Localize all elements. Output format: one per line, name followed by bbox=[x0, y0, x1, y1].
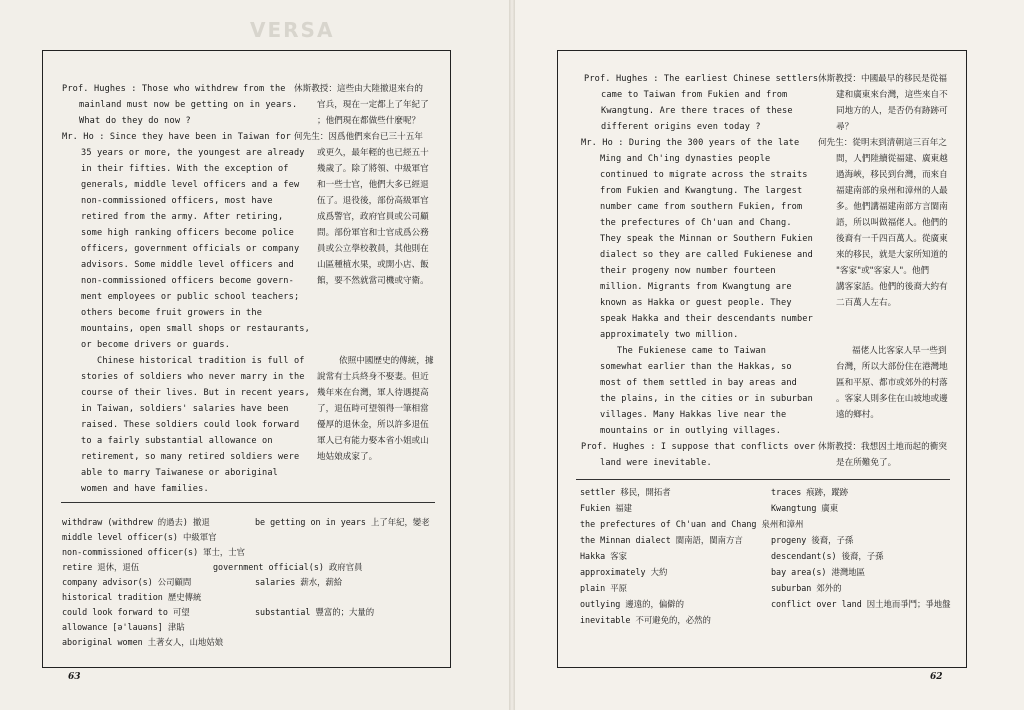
text-line: 依照中國歷史的傳統，據 bbox=[339, 356, 434, 366]
glossary-entry: middle level officer(s) 中級軍官 bbox=[62, 532, 217, 542]
text-line: speak Hakka and their descendants number bbox=[600, 314, 813, 324]
glossary-entry: government official(s) 政府官員 bbox=[213, 562, 363, 572]
glossary-entry: Fukien 福建 bbox=[580, 503, 633, 513]
text-line: The Fukienese came to Taiwan bbox=[617, 346, 767, 356]
text-line: raised. These soldiers could look forward bbox=[81, 420, 300, 430]
glossary-entry: the prefectures of Ch'uan and Chang 泉州和漳州 bbox=[580, 519, 804, 529]
book-gutter bbox=[509, 0, 515, 710]
text-line: Prof. Hughes : The earliest Chinese settlers bbox=[584, 74, 819, 84]
text-line: 間，人們陸續從福建、廣東越 bbox=[836, 154, 948, 164]
text-line: 幾年來在台灣，軍人待遇提高 bbox=[317, 388, 429, 398]
glossary-entry: traces 痕跡，蹤跡 bbox=[771, 487, 849, 497]
text-line: 休斯教授：這些由大陸撤退來台的 bbox=[294, 84, 423, 94]
text-line: others become fruit growers in the bbox=[81, 308, 263, 318]
glossary-entry: historical tradition 歷史傳統 bbox=[62, 592, 202, 602]
text-line: stories of soldiers who never marry in the bbox=[81, 372, 305, 382]
text-line: 說常有士兵終身不娶妻。但近 bbox=[317, 372, 429, 382]
text-line: 員或公立學校教員，其他則在 bbox=[317, 244, 429, 254]
text-line: different origins even today ? bbox=[601, 122, 761, 132]
text-line: 後裔有一千四百萬人。從廣東 bbox=[836, 234, 948, 244]
text-line: mountains, open small shops or restaurants, bbox=[81, 324, 310, 334]
text-line: 同地方的人，是否仍有跡跡可 bbox=[836, 106, 948, 116]
glossary-entry: substantial 豐富的；大量的 bbox=[255, 607, 375, 617]
text-line: 二百萬人左右。 bbox=[836, 298, 897, 308]
glossary-entry: be getting on in years 上了年紀，變老 bbox=[255, 517, 430, 527]
glossary-entry: descendant(s) 後裔，子孫 bbox=[771, 551, 884, 561]
glossary-entry: inevitable 不可避免的，必然的 bbox=[580, 615, 711, 625]
text-line: 多。他們講福建南部方言閩南 bbox=[836, 202, 948, 212]
page-number-right: 62 bbox=[930, 672, 943, 682]
text-line: the plains, in the cities or in suburban bbox=[600, 394, 813, 404]
text-line: 休斯教授：中國最早的移民是從福 bbox=[818, 74, 947, 84]
text-line: 和一些士官，他們大多已經退 bbox=[317, 180, 429, 190]
text-line: in their fifties. With the exception of bbox=[81, 164, 289, 174]
text-line: Kwangtung. Are there traces of these bbox=[601, 106, 793, 116]
text-line: 優厚的退休金，所以許多退伍 bbox=[317, 420, 429, 430]
text-line: Ming and Ch'ing dynasties people bbox=[600, 154, 771, 164]
text-line: 遠的鄉村。 bbox=[836, 410, 879, 420]
text-line: 官兵，現在一定都上了年紀了 bbox=[317, 100, 429, 110]
text-line: 問。部份軍官和士官成爲公務 bbox=[317, 228, 429, 238]
text-line: 休斯教授：我想因土地而起的衝突 bbox=[818, 442, 947, 452]
glossary-entry: plain 平原 bbox=[580, 583, 628, 593]
text-line: 山區種植水果，或開小店、飯 bbox=[317, 260, 429, 270]
text-line: generals, middle level officers and a few bbox=[81, 180, 300, 190]
text-line: non-commissioned officers, most have bbox=[81, 196, 273, 206]
text-line: approximately two million. bbox=[600, 330, 739, 340]
text-line: advisors. Some middle level officers and bbox=[81, 260, 294, 270]
text-line: land were inevitable. bbox=[600, 458, 712, 468]
text-line: 地姑娘成家了。 bbox=[317, 452, 378, 462]
text-line: 或更久，最年輕的也已經五十 bbox=[317, 148, 429, 158]
text-line: able to marry Taiwanese or aboriginal bbox=[81, 468, 278, 478]
text-line: 何先生：因爲他們來台已三十五年 bbox=[294, 132, 423, 142]
text-line: non-commissioned officers become govern- bbox=[81, 276, 294, 286]
glossary-entry: aboriginal women 土著女人，山地姑娘 bbox=[62, 637, 224, 647]
text-line: some high ranking officers become police bbox=[81, 228, 294, 238]
right-page-frame bbox=[557, 50, 967, 668]
text-line: retirement, so many retired soldiers were bbox=[81, 452, 300, 462]
text-line: the prefectures of Ch'uan and Chang. bbox=[600, 218, 792, 228]
glossary-entry: conflict over land 因土地而爭鬥；爭地盤 bbox=[771, 599, 951, 609]
text-line: Chinese historical tradition is full of bbox=[97, 356, 305, 366]
glossary-entry: non-commissioned officer(s) 軍士，士官 bbox=[62, 547, 246, 557]
text-line: most of them settled in bay areas and bbox=[600, 378, 797, 388]
text-line: 幾歲了。除了將領、中級軍官 bbox=[317, 164, 429, 174]
left-page-frame bbox=[42, 50, 451, 668]
glossary-entry: progeny 後裔，子孫 bbox=[771, 535, 854, 545]
text-line: women and have families. bbox=[81, 484, 209, 494]
text-line: 伍了。退役後，部份高級軍官 bbox=[317, 196, 429, 206]
text-line: ；他們現在都做些什麼呢？ bbox=[317, 116, 421, 126]
text-line: Prof. Hughes : Those who withdrew from the bbox=[62, 84, 286, 94]
text-line: 福建南部的泉州和漳州的人最 bbox=[836, 186, 948, 196]
glossary-entry: retire 退休，退伍 bbox=[62, 562, 140, 572]
text-line: 何先生：從明末到清朝這三百年之 bbox=[818, 138, 947, 148]
text-line: Mr. Ho : Since they have been in Taiwan for bbox=[62, 132, 291, 142]
glossary-entry: Kwangtung 廣東 bbox=[771, 503, 839, 513]
text-line: somewhat earlier than the Hakkas, so bbox=[600, 362, 792, 372]
text-line: 講客家話。他們的後裔大約有 bbox=[836, 282, 948, 292]
text-line: 來的移民，就是大家所知道的 bbox=[836, 250, 948, 260]
show-through-watermark: VERSA bbox=[250, 18, 335, 42]
text-line: 福佬人比客家人早一些到 bbox=[852, 346, 947, 356]
glossary-entry: company advisor(s) 公司顧問 bbox=[62, 577, 192, 587]
text-line: 是在所難免了。 bbox=[836, 458, 897, 468]
text-line: number came from southern Fukien, from bbox=[600, 202, 803, 212]
text-line: million. Migrants from Kwangtung are bbox=[600, 282, 792, 292]
text-line: Prof. Hughes : I suppose that conflicts over bbox=[581, 442, 816, 452]
text-line: or become drivers or guards. bbox=[81, 340, 231, 350]
glossary-entry: the Minnan dialect 閩南語，閩南方言 bbox=[580, 535, 743, 545]
text-line: 35 years or more, the youngest are already bbox=[81, 148, 305, 158]
text-line: 了，退伍時可望領得一筆相當 bbox=[317, 404, 429, 414]
text-line: retired from the army. After retiring, bbox=[81, 212, 284, 222]
text-line: 台灣，所以大部份住在港灣地 bbox=[836, 362, 948, 372]
glossary-entry: approximately 大約 bbox=[580, 567, 668, 577]
glossary-entry: settler 移民，開拓者 bbox=[580, 487, 671, 497]
text-line: 區和平原、都市或郊外的村落 bbox=[836, 378, 948, 388]
text-line: "客家"或"客家人"。他們 bbox=[836, 266, 930, 276]
text-line: mainland must now be getting on in years. bbox=[79, 100, 298, 110]
text-line: came to Taiwan from Fukien and from bbox=[601, 90, 788, 100]
glossary-divider bbox=[61, 502, 435, 503]
text-line: 語，所以叫做福佬人。他們的 bbox=[836, 218, 948, 228]
text-line: 過海峽，移民到台灣，而來自 bbox=[836, 170, 948, 180]
text-line: 成爲警官，政府官員或公司顧 bbox=[317, 212, 429, 222]
text-line: villages. Many Hakkas live near the bbox=[600, 410, 787, 420]
text-line: 。客家人則多住在山坡地或邊 bbox=[836, 394, 948, 404]
text-line: course of their lives. But in recent years, bbox=[81, 388, 310, 398]
text-line: continued to migrate across the straits bbox=[600, 170, 808, 180]
text-line: 館，要不然就當司機或守衛。 bbox=[317, 276, 429, 286]
glossary-entry: salaries 薪水，薪給 bbox=[255, 577, 343, 587]
glossary-entry: bay area(s) 港灣地區 bbox=[771, 567, 866, 577]
text-line: What do they do now ? bbox=[79, 116, 191, 126]
glossary-entry: Hakka 客家 bbox=[580, 551, 628, 561]
text-line: officers, government officials or company bbox=[81, 244, 300, 254]
text-line: 尋？ bbox=[836, 122, 854, 132]
glossary-entry: allowance [ə'lauəns] 津貼 bbox=[62, 622, 185, 632]
glossary-entry: could look forward to 可望 bbox=[62, 607, 190, 617]
page-number-left: 63 bbox=[68, 672, 81, 682]
text-line: from Fukien and Kwangtung. The largest bbox=[600, 186, 803, 196]
text-line: to a fairly substantial allowance on bbox=[81, 436, 273, 446]
text-line: ment employees or public school teachers; bbox=[81, 292, 300, 302]
glossary-entry: withdraw (withdrew 的過去) 撤退 bbox=[62, 517, 210, 527]
text-line: in Taiwan, soldiers' salaries have been bbox=[81, 404, 289, 414]
glossary-divider bbox=[576, 479, 950, 480]
text-line: 建和廣東來台灣，這些來自不 bbox=[836, 90, 948, 100]
text-line: mountains or in outlying villages. bbox=[600, 426, 782, 436]
glossary-entry: outlying 邊遠的，偏僻的 bbox=[580, 599, 685, 609]
text-line: They speak the Minnan or Southern Fukien bbox=[600, 234, 813, 244]
text-line: 軍人已有能力娶本省小姐或山 bbox=[317, 436, 429, 446]
glossary-entry: suburban 郊外的 bbox=[771, 583, 842, 593]
text-line: their progeny now number fourteen bbox=[600, 266, 776, 276]
text-line: known as Hakka or guest people. They bbox=[600, 298, 792, 308]
text-line: Mr. Ho : During the 300 years of the late bbox=[581, 138, 800, 148]
text-line: dialect so they are called Fukienese and bbox=[600, 250, 813, 260]
